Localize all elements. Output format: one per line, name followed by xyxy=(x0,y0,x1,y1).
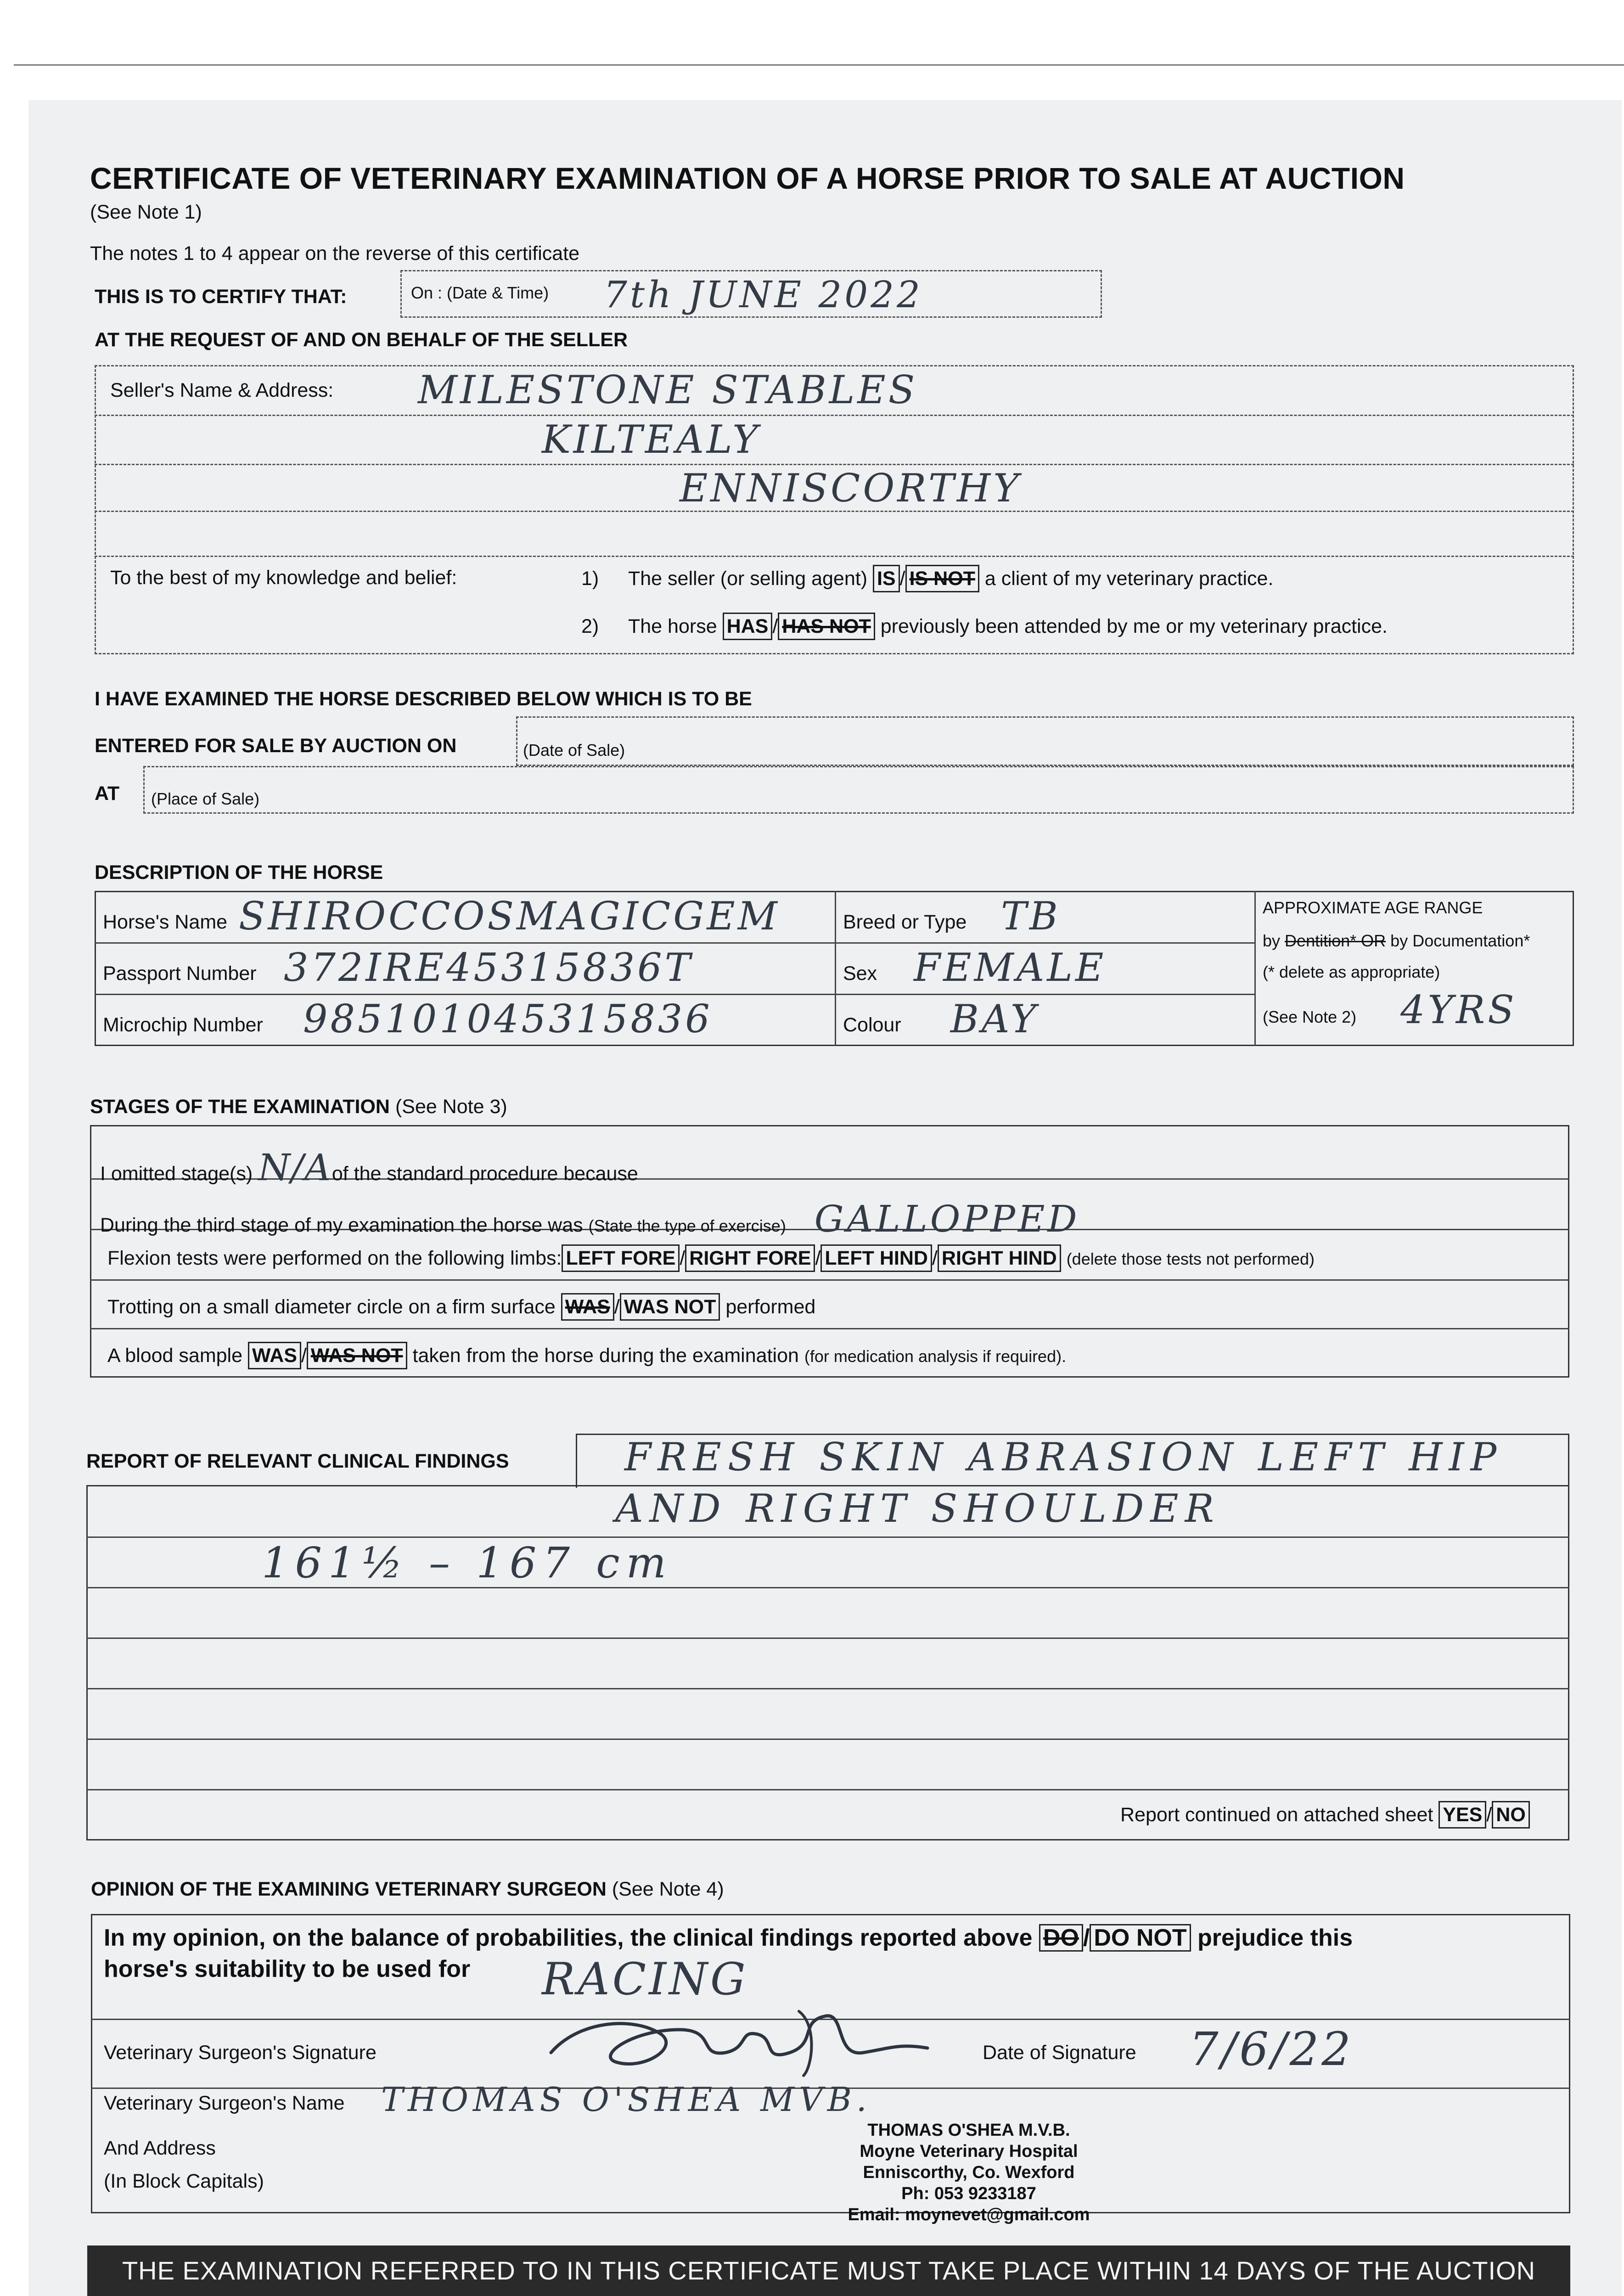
limb-sep-3: / xyxy=(932,1247,938,1269)
trot-post: performed xyxy=(725,1296,816,1318)
date-time-value: 7th JUNE 2022 xyxy=(604,273,923,316)
blood-sep: / xyxy=(301,1345,307,1367)
report-rule-4 xyxy=(86,1688,1569,1689)
horse-name-value: SHIROCCOSMAGICGEM xyxy=(239,894,780,939)
item2-sep: / xyxy=(772,615,778,637)
opinion-text-post: prejudice this xyxy=(1197,1925,1353,1951)
item1-post: a client of my veterinary practice. xyxy=(984,568,1274,590)
footer-banner: THE EXAMINATION REFERRED TO IN THIS CERTIFICATE MUST TAKE PLACE WITHIN 14 DAYS OF THE AUCTION xyxy=(87,2245,1570,2296)
blood-pre: A blood sample xyxy=(107,1345,243,1367)
breed-label: Breed or Type xyxy=(843,911,967,933)
item1-option-is[interactable]: IS xyxy=(873,565,900,592)
opinion-line-2: horse's suitability to be used for xyxy=(104,1956,471,1982)
vet-signature xyxy=(542,2002,946,2085)
stamp-line-3: Enniscorthy, Co. Wexford xyxy=(863,2163,1075,2182)
seller-rule-2 xyxy=(95,464,1574,465)
vet-name-label: Veterinary Surgeon's Name xyxy=(104,2092,345,2114)
breed-value: TB xyxy=(1001,894,1061,939)
item1-num: 1) xyxy=(581,568,599,590)
opinion-sep: / xyxy=(1083,1925,1090,1951)
trot-option-was-not[interactable]: WAS NOT xyxy=(620,1293,720,1321)
stamp-line-5: Email: moynevet@gmail.com xyxy=(848,2205,1090,2224)
description-heading: DESCRIPTION OF THE HORSE xyxy=(95,861,383,884)
age-delete-note: (* delete as appropriate) xyxy=(1263,962,1440,981)
report-rule-5 xyxy=(86,1739,1569,1740)
see-note-1: (See Note 1) xyxy=(90,201,202,223)
date-time-label: On : (Date & Time) xyxy=(411,283,549,302)
flexion-post: (delete those tests not performed) xyxy=(1066,1249,1315,1268)
omitted-value: N/A xyxy=(258,1146,332,1189)
knowledge-label: To the best of my knowledge and belief: xyxy=(110,567,457,589)
item1-row xyxy=(628,565,1273,592)
blood-note: (for medication analysis if required). xyxy=(804,1347,1067,1366)
limb-left-hind[interactable]: LEFT HIND xyxy=(820,1244,932,1272)
seller-rule-4 xyxy=(95,556,1574,557)
flexion-pre: Flexion tests were performed on the following limbs: xyxy=(107,1247,562,1269)
at-label: AT xyxy=(95,782,120,805)
opinion-line-1 xyxy=(104,1924,1353,1952)
stages-heading-row xyxy=(90,1096,507,1118)
sex-label: Sex xyxy=(843,962,877,985)
age-dentition[interactable]: Dentition* OR xyxy=(1285,931,1386,950)
stamp-line-1: THOMAS O'SHEA M.V.B. xyxy=(867,2121,1070,2140)
desc-col-2 xyxy=(1254,891,1256,1046)
item2-option-has-not[interactable]: HAS NOT xyxy=(778,613,875,640)
report-rule-3 xyxy=(86,1638,1569,1639)
seller-name: MILESTONE STABLES xyxy=(418,367,918,412)
report-rule-6 xyxy=(86,1789,1569,1790)
omitted-row xyxy=(100,1146,638,1189)
certify-label: THIS IS TO CERTIFY THAT: xyxy=(95,286,347,308)
item2-num: 2) xyxy=(581,615,599,637)
microchip-label: Microchip Number xyxy=(103,1014,263,1036)
item1-pre: The seller (or selling agent) xyxy=(628,568,868,590)
passport-value: 372IRE45315836T xyxy=(284,945,693,990)
item1-option-is-not[interactable]: IS NOT xyxy=(905,565,979,592)
opinion-option-do[interactable]: DO xyxy=(1039,1924,1083,1952)
report-heading: REPORT OF RELEVANT CLINICAL FINDINGS xyxy=(86,1450,509,1472)
entered-label: ENTERED FOR SALE BY AUCTION ON xyxy=(95,735,457,757)
omitted-post: of the standard procedure because xyxy=(332,1163,638,1185)
omitted-pre: I omitted stage(s) xyxy=(100,1163,253,1185)
passport-label: Passport Number xyxy=(103,962,257,985)
third-stage-value: GALLOPPED xyxy=(814,1198,1080,1240)
opinion-use-value: RACING xyxy=(542,1953,748,2005)
limb-sep-2: / xyxy=(815,1247,821,1269)
date-of-signature-label: Date of Signature xyxy=(983,2042,1136,2064)
seller-address-1: KILTEALY xyxy=(542,417,761,462)
sex-value: FEMALE xyxy=(914,945,1107,990)
stages-heading: STAGES OF THE EXAMINATION xyxy=(90,1096,390,1118)
opinion-option-do-not[interactable]: DO NOT xyxy=(1090,1924,1191,1952)
age-heading: APPROXIMATE AGE RANGE xyxy=(1263,898,1483,917)
trot-sep: / xyxy=(614,1296,620,1318)
age-by: by xyxy=(1263,931,1281,950)
place-of-sale-field[interactable] xyxy=(143,766,1574,814)
certificate-title: CERTIFICATE OF VETERINARY EXAMINATION OF A HORSE PRIOR TO SALE AT AUCTION xyxy=(90,161,1405,195)
item1-sep: / xyxy=(899,568,905,590)
item2-post: previously been attended by me or my veterinary practice. xyxy=(880,615,1388,637)
third-stage-pre: During the third stage of my examination the horse was xyxy=(100,1214,583,1236)
third-stage-note: (State the type of exercise) xyxy=(588,1216,786,1235)
place-of-sale-placeholder: (Place of Sale) xyxy=(151,789,260,808)
report-option-yes[interactable]: YES xyxy=(1439,1801,1486,1829)
date-time-field[interactable] xyxy=(400,270,1102,318)
signature-label: Veterinary Surgeon's Signature xyxy=(104,2042,376,2064)
colour-label: Colour xyxy=(843,1014,901,1036)
age-documentation[interactable]: by Documentation* xyxy=(1390,931,1530,950)
microchip-value: 985101045315836 xyxy=(303,996,713,1041)
stamp-line-2: Moyne Veterinary Hospital xyxy=(860,2142,1078,2161)
trot-row xyxy=(107,1293,815,1321)
third-stage-row xyxy=(100,1198,1080,1240)
vet-name-value: THOMAS O'SHEA MVB. xyxy=(381,2080,871,2119)
blood-option-was[interactable]: WAS xyxy=(248,1342,301,1369)
item2-pre: The horse xyxy=(628,615,717,637)
stages-heading-note: (See Note 3) xyxy=(395,1096,507,1118)
date-of-sale-field[interactable] xyxy=(516,716,1574,766)
opinion-heading: OPINION OF THE EXAMINING VETERINARY SURGEON xyxy=(91,1878,607,1900)
limb-left-fore[interactable]: LEFT FORE xyxy=(562,1244,680,1272)
seller-label: Seller's Name & Address: xyxy=(110,379,334,401)
scan-top-edge xyxy=(14,64,1624,66)
block-capitals-label: (In Block Capitals) xyxy=(104,2170,264,2192)
report-line-2: AND RIGHT SHOULDER xyxy=(615,1486,1220,1531)
item2-option-has[interactable]: HAS xyxy=(723,613,773,640)
opinion-heading-row xyxy=(91,1878,724,1901)
blood-option-was-not[interactable]: WAS NOT xyxy=(307,1342,407,1369)
address-label: And Address xyxy=(104,2137,216,2159)
report-continued-label: Report continued on attached sheet xyxy=(1120,1804,1433,1826)
desc-col-1 xyxy=(835,891,836,1046)
item2-row xyxy=(628,613,1388,640)
examined-label: I HAVE EXAMINED THE HORSE DESCRIBED BELOW WHICH IS TO BE xyxy=(95,688,752,710)
flexion-row xyxy=(107,1244,1315,1272)
opinion-text-pre: In my opinion, on the balance of probabilities, the clinical findings reported above xyxy=(104,1925,1033,1951)
date-of-sale-placeholder: (Date of Sale) xyxy=(523,741,625,760)
blood-row xyxy=(107,1342,1066,1369)
report-line-1: FRESH SKIN ABRASION LEFT HIP xyxy=(624,1435,1503,1480)
limb-sep-1: / xyxy=(680,1247,686,1269)
age-value: 4YRS xyxy=(1400,987,1517,1032)
limb-right-fore[interactable]: RIGHT FORE xyxy=(685,1244,815,1272)
stamp-line-4: Ph: 053 9233187 xyxy=(901,2184,1036,2203)
trot-option-was[interactable]: WAS xyxy=(561,1293,614,1321)
seller-rule-3 xyxy=(95,511,1574,512)
horse-name-label: Horse's Name xyxy=(103,911,228,933)
stages-row-3 xyxy=(90,1279,1569,1281)
limb-right-hind[interactable]: RIGHT HIND xyxy=(938,1244,1061,1272)
notes-line: The notes 1 to 4 appear on the reverse of this certificate xyxy=(90,242,580,264)
age-method-row xyxy=(1263,931,1530,951)
opinion-heading-note: (See Note 4) xyxy=(612,1878,724,1900)
desc-row-2 xyxy=(95,994,1255,995)
report-continued-row xyxy=(1120,1801,1530,1829)
report-sep: / xyxy=(1486,1804,1492,1826)
seller-rule-1 xyxy=(95,415,1574,416)
request-label: AT THE REQUEST OF AND ON BEHALF OF THE SELLER xyxy=(95,329,628,351)
report-line-3: 161½ – 167 cm xyxy=(262,1538,673,1587)
desc-row-1 xyxy=(95,942,1255,944)
trot-pre: Trotting on a small diameter circle on a firm surface xyxy=(107,1296,556,1318)
practice-stamp xyxy=(799,2120,1139,2225)
report-rule-1 xyxy=(86,1536,1569,1538)
report-option-no[interactable]: NO xyxy=(1492,1801,1530,1829)
stages-row-4 xyxy=(90,1328,1569,1329)
date-of-signature-value: 7/6/22 xyxy=(1189,2022,1354,2076)
blood-post: taken from the horse during the examination xyxy=(412,1345,799,1367)
colour-value: BAY xyxy=(950,996,1039,1041)
age-see-note: (See Note 2) xyxy=(1263,1007,1357,1026)
seller-address-2: ENNISCORTHY xyxy=(680,466,1022,511)
